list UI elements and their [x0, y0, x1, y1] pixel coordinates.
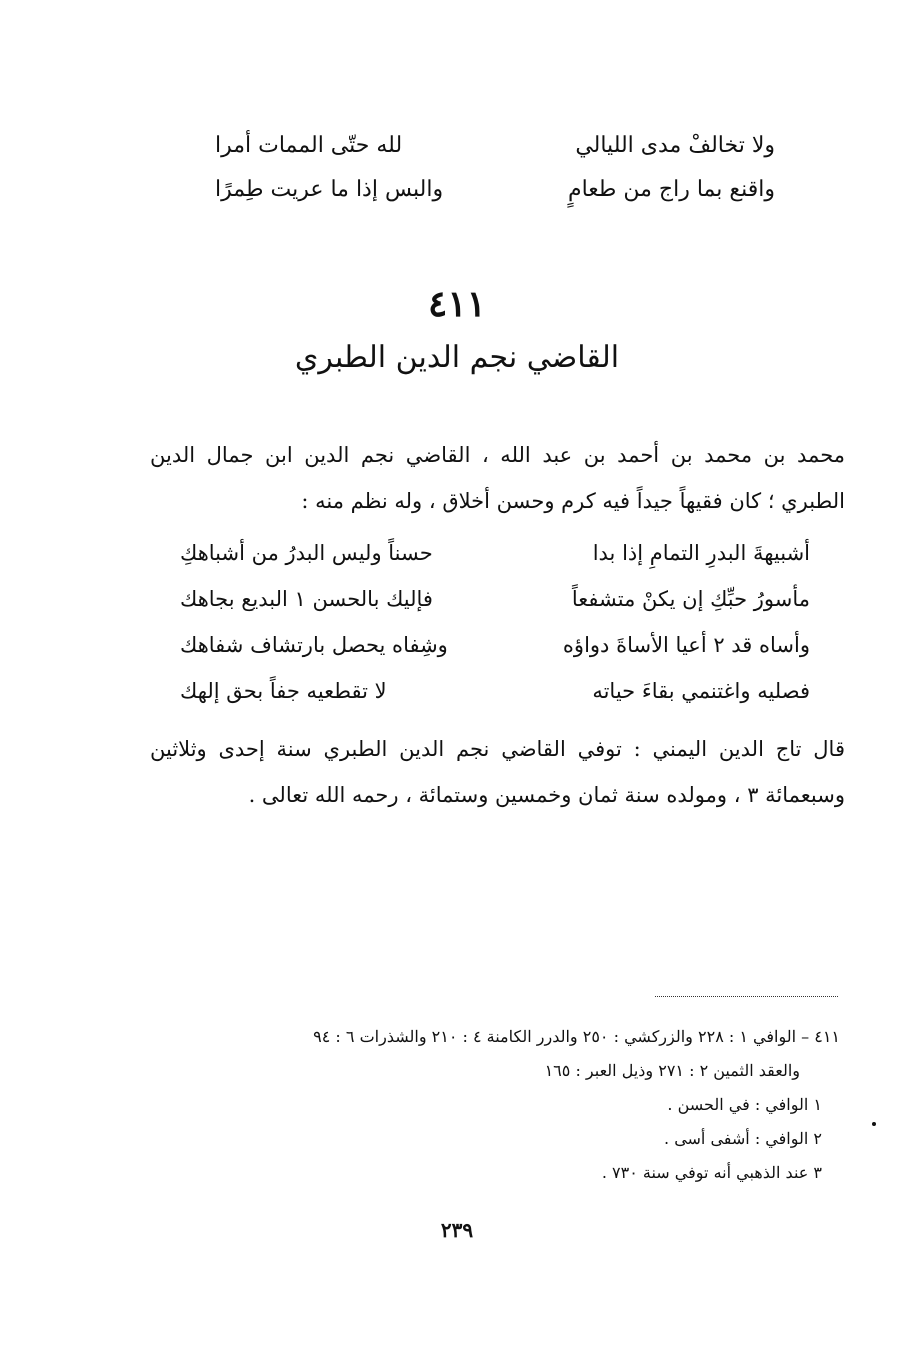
verse-first-hemistich: واقنع بما راج من طعامٍ	[567, 177, 775, 202]
poem-line	[180, 530, 810, 576]
footnote-divider	[655, 996, 838, 997]
verse-second-hemistich: والبس إذا ما عريت طِمرًا	[215, 177, 444, 202]
biography-paragraph: محمد بن محمد بن أحمد بن عبد الله ، القاضي نجم الدين ابن جمال الدين الطبري ؛ كان فقيهاً جيداً فيه كرم وحسن أخلاق ، وله نظم منه :	[150, 443, 845, 513]
page-number: ٢٣٩	[440, 1218, 474, 1242]
footnote-sources: ٤١١ – الوافي ١ : ٢٢٨ والزركشي : ٢٥٠ والدرر الكامنة ٤ : ٢١٠ والشذرات ٦ : ٩٤	[313, 1027, 840, 1046]
margin-dot	[872, 1122, 876, 1126]
poem-second-hemistich: لا تقطعيه جفاً بحق إلهك	[180, 679, 387, 703]
poem-first-hemistich: أشبيهةَ البدرِ التمامِ إذا بدا	[592, 541, 810, 565]
poem-line	[180, 668, 810, 714]
footnotes	[140, 1020, 840, 1190]
footnote-sources-continued: والعقد الثمين ٢ : ٢٧١ وذيل العبر : ١٦٥	[544, 1061, 800, 1080]
entry-number: ٤١١	[427, 283, 486, 325]
verse-line	[215, 124, 775, 168]
poem-first-hemistich: مأسورُ حبِّكِ إن يكنْ متشفعاً	[571, 587, 810, 611]
poem-line	[180, 622, 810, 668]
poem-second-hemistich: وشِفاه يحصل بارتشاف شفاهك	[180, 633, 448, 657]
footnote-2: ٢ الوافي : أشفى أسى .	[664, 1129, 822, 1148]
poem-second-hemistich: حسناً وليس البدرُ من أشباهكِ	[180, 541, 433, 565]
footnote-3: ٣ عند الذهبي أنه توفي سنة ٧٣٠ .	[601, 1163, 822, 1182]
verse-line	[215, 168, 775, 212]
poem-line	[180, 576, 810, 622]
poem-second-hemistich: فإليك بالحسن ١ البديع بجاهك	[180, 587, 433, 611]
poem-block	[180, 530, 810, 714]
verse-second-hemistich: لله حتّى الممات أمرا	[215, 133, 403, 158]
entry-title: القاضي نجم الدين الطبري	[294, 340, 620, 375]
death-note-paragraph: قال تاج الدين اليمني : توفي القاضي نجم الدين الطبري سنة إحدى وثلاثين وسبعمائة ٣ ، ومولده سنة ثمان وخمسين وستمائة ، رحمه الله تعالى .	[150, 737, 845, 807]
verse-first-hemistich: ولا تخالفْ مدى الليالي	[575, 133, 775, 158]
poem-first-hemistich: فصليه واغتنمي بقاءَ حياته	[592, 679, 810, 703]
footnote-1: ١ الوافي : في الحسن .	[667, 1095, 822, 1114]
opening-verse	[215, 124, 775, 212]
poem-first-hemistich: وأساه قد ٢ أعيا الأساةَ دواؤه	[562, 633, 810, 657]
